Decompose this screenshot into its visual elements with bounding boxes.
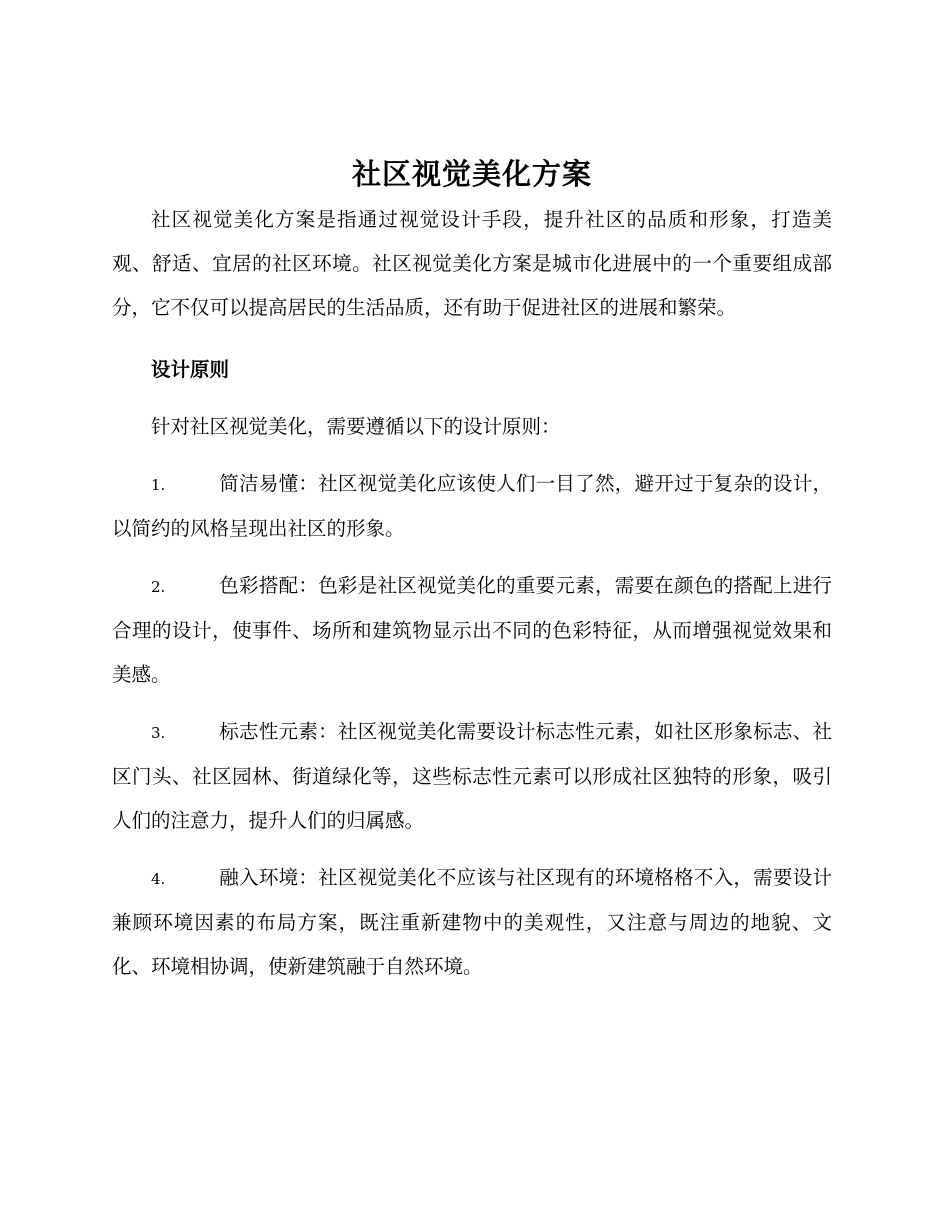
- principle-item: [112, 564, 832, 697]
- principle-number: 3.: [151, 724, 166, 742]
- principle-text: 简洁易懂：社区视觉美化应该使人们一目了然，避开过于复杂的设计，以简约的风格呈现出社区的形象。: [112, 472, 832, 540]
- document-title: 社区视觉美化方案: [351, 157, 592, 191]
- principle-item: [112, 710, 832, 843]
- principle-text: 融入环境：社区视觉美化不应该与社区现有的环境格格不入，需要设计兼顾环境因素的布局方案，既注重新建物中的美观性，又注意与周边的地貌、文化、环境相协调，使新建筑融于自然环境。: [112, 866, 832, 978]
- principle-text: 标志性元素：社区视觉美化需要设计标志性元素，如社区形象标志、社区门头、社区园林、街道绿化等，这些标志性元素可以形成社区独特的形象，吸引人们的注意力，提升人们的归属感。: [112, 720, 832, 832]
- principle-number: 1.: [151, 476, 166, 494]
- section-heading: 设计原则: [151, 358, 230, 381]
- principle-item: [112, 856, 832, 989]
- principle-item: [112, 462, 832, 551]
- document-page: [112, 150, 832, 989]
- principle-text: 色彩搭配：色彩是社区视觉美化的重要元素，需要在颜色的搭配上进行合理的设计，使事件、场所和建筑物显示出不同的色彩特征，从而增强视觉效果和美感。: [112, 574, 832, 686]
- section-intro-paragraph: 针对社区视觉美化，需要遵循以下的设计原则：: [151, 415, 561, 438]
- intro-paragraph: 社区视觉美化方案是指通过视觉设计手段，提升社区的品质和形象，打造美观、舒适、宜居的社区环境。社区视觉美化方案是城市化进展中的一个重要组成部分，它不仅可以提高居民的生活品质，还有助于促进社区的进展和繁荣。: [112, 208, 832, 319]
- principle-number: 2.: [151, 578, 166, 596]
- principle-number: 4.: [151, 870, 166, 888]
